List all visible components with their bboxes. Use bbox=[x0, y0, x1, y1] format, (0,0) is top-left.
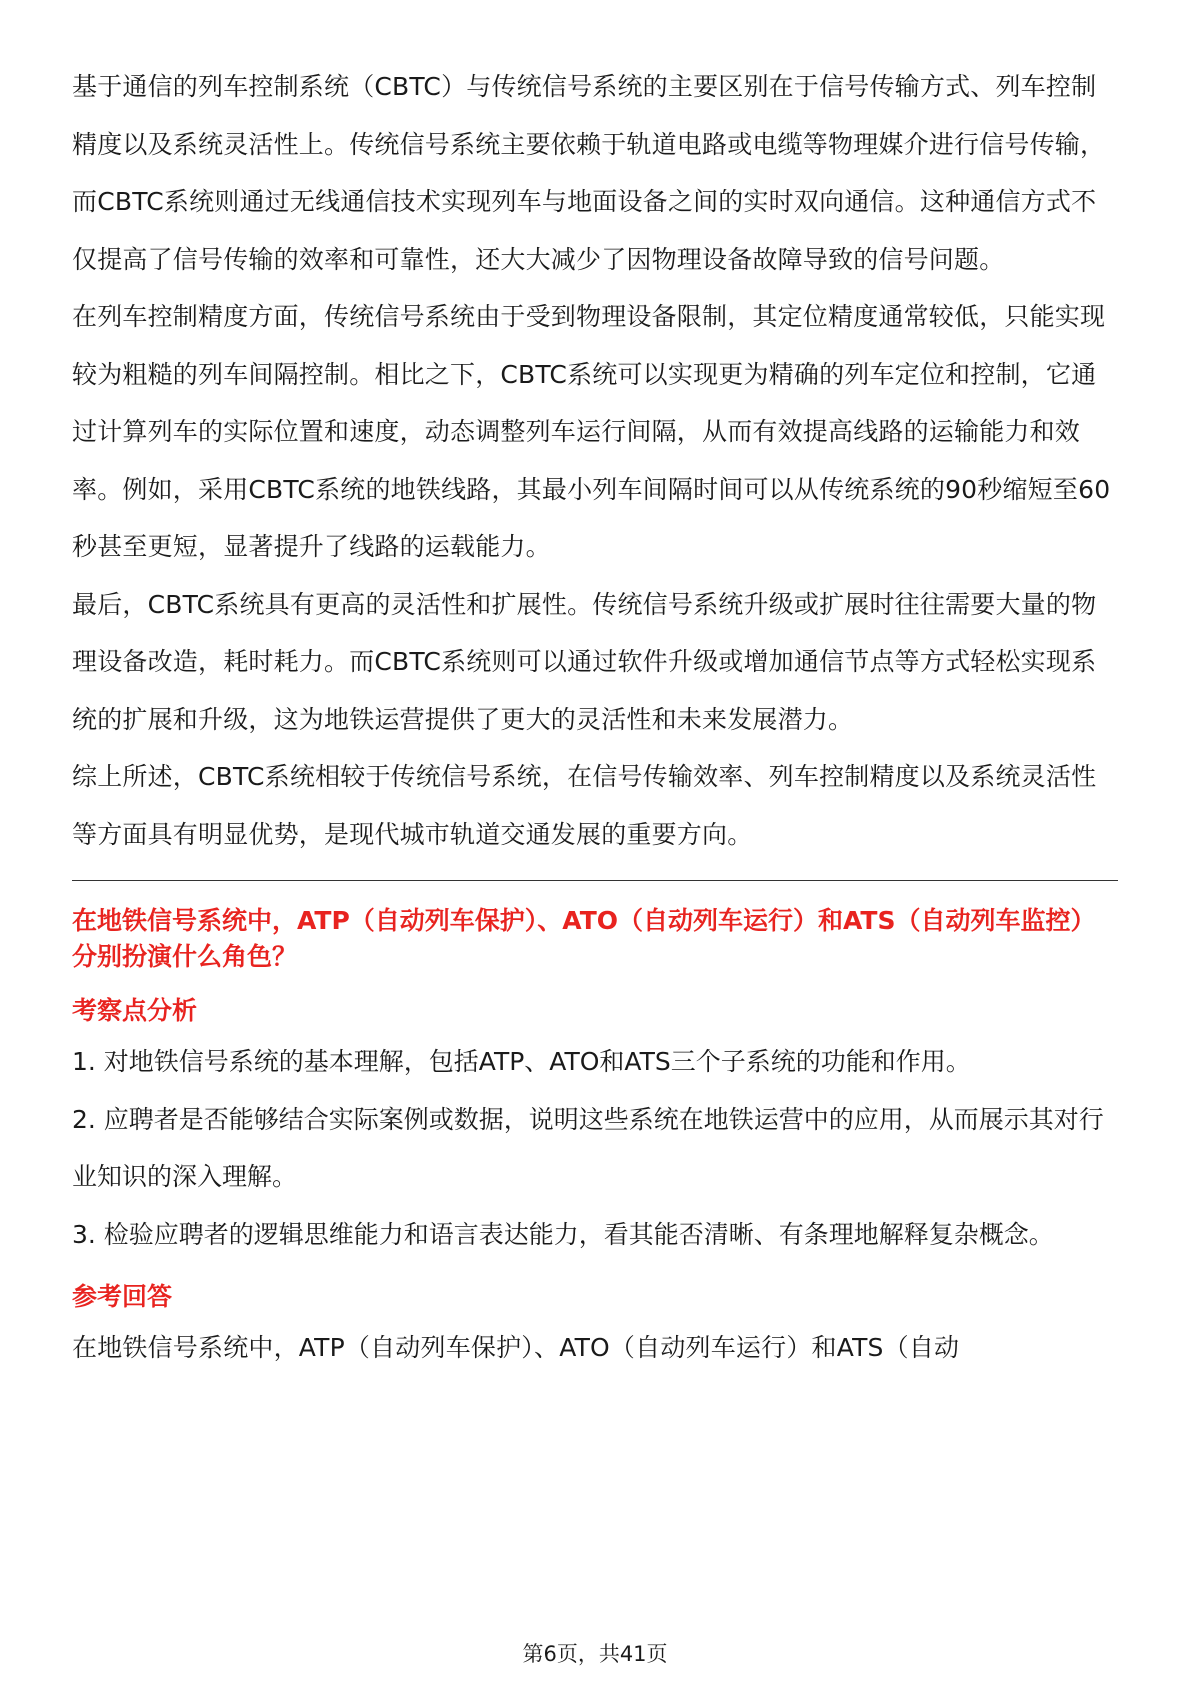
body-paragraph-1: 基于通信的列车控制系统（CBTC）与传统信号系统的主要区别在于信号传输方式、列车控制精度以及系统灵活性上。传统信号系统主要依赖于轨道电路或电缆等物理媒介进行信号传输，而CBTC系统则通过无线通信技术实现列车与地面设备之间的实时双向通信。这种通信方式不仅提高了信号传输的效率和可靠性，还大大减少了因物理设备故障导致的信号问题。 bbox=[72, 72, 1106, 274]
question-heading: 在地铁信号系统中，ATP（自动列车保护）、ATO（自动列车运行）和ATS（自动列车监控）分别扮演什么角色？ bbox=[72, 906, 1096, 971]
analysis-point-2: 2. 应聘者是否能够结合实际案例或数据，说明这些系统在地铁运营中的应用，从而展示其对行业知识的深入理解。 bbox=[72, 1104, 1104, 1191]
analysis-point-1: 1. 对地铁信号系统的基本理解，包括ATP、ATO和ATS三个子系统的功能和作用。 bbox=[72, 1047, 971, 1076]
document-page bbox=[72, 58, 1118, 1377]
body-paragraph-2: 在列车控制精度方面，传统信号系统由于受到物理设备限制，其定位精度通常较低，只能实现较为粗糙的列车间隔控制。相比之下，CBTC系统可以实现更为精确的列车定位和控制，它通过计算列车的实际位置和速度，动态调整列车运行间隔，从而有效提高线路的运输能力和效率。例如，采用CBTC系统的地铁线路，其最小列车间隔时间可以从传统系统的90秒缩短至60秒甚至更短，显著提升了线路的运载能力。 bbox=[72, 302, 1111, 561]
analysis-point-3: 3. 检验应聘者的逻辑思维能力和语言表达能力，看其能否清晰、有条理地解释复杂概念。 bbox=[72, 1219, 1054, 1249]
body-paragraph-4: 综上所述，CBTC系统相较于传统信号系统，在信号传输效率、列车控制精度以及系统灵活性等方面具有明显优势，是现代城市轨道交通发展的重要方向。 bbox=[72, 762, 1097, 849]
body-paragraph-3: 最后，CBTC系统具有更高的灵活性和扩展性。传统信号系统升级或扩展时往往需要大量的物理设备改造，耗时耗力。而CBTC系统则可以通过软件升级或增加通信节点等方式轻松实现系统的扩展和升级，这为地铁运营提供了更大的灵活性和未来发展潜力。 bbox=[72, 589, 1097, 734]
answer-text: 在地铁信号系统中，ATP（自动列车保护）、ATO（自动列车运行）和ATS（自动 bbox=[72, 1333, 960, 1362]
answer-heading: 参考回答 bbox=[72, 1282, 173, 1311]
page-footer: 第6页，共41页 bbox=[522, 1642, 668, 1666]
analysis-heading: 考察点分析 bbox=[72, 996, 198, 1025]
section-divider bbox=[72, 880, 1118, 881]
